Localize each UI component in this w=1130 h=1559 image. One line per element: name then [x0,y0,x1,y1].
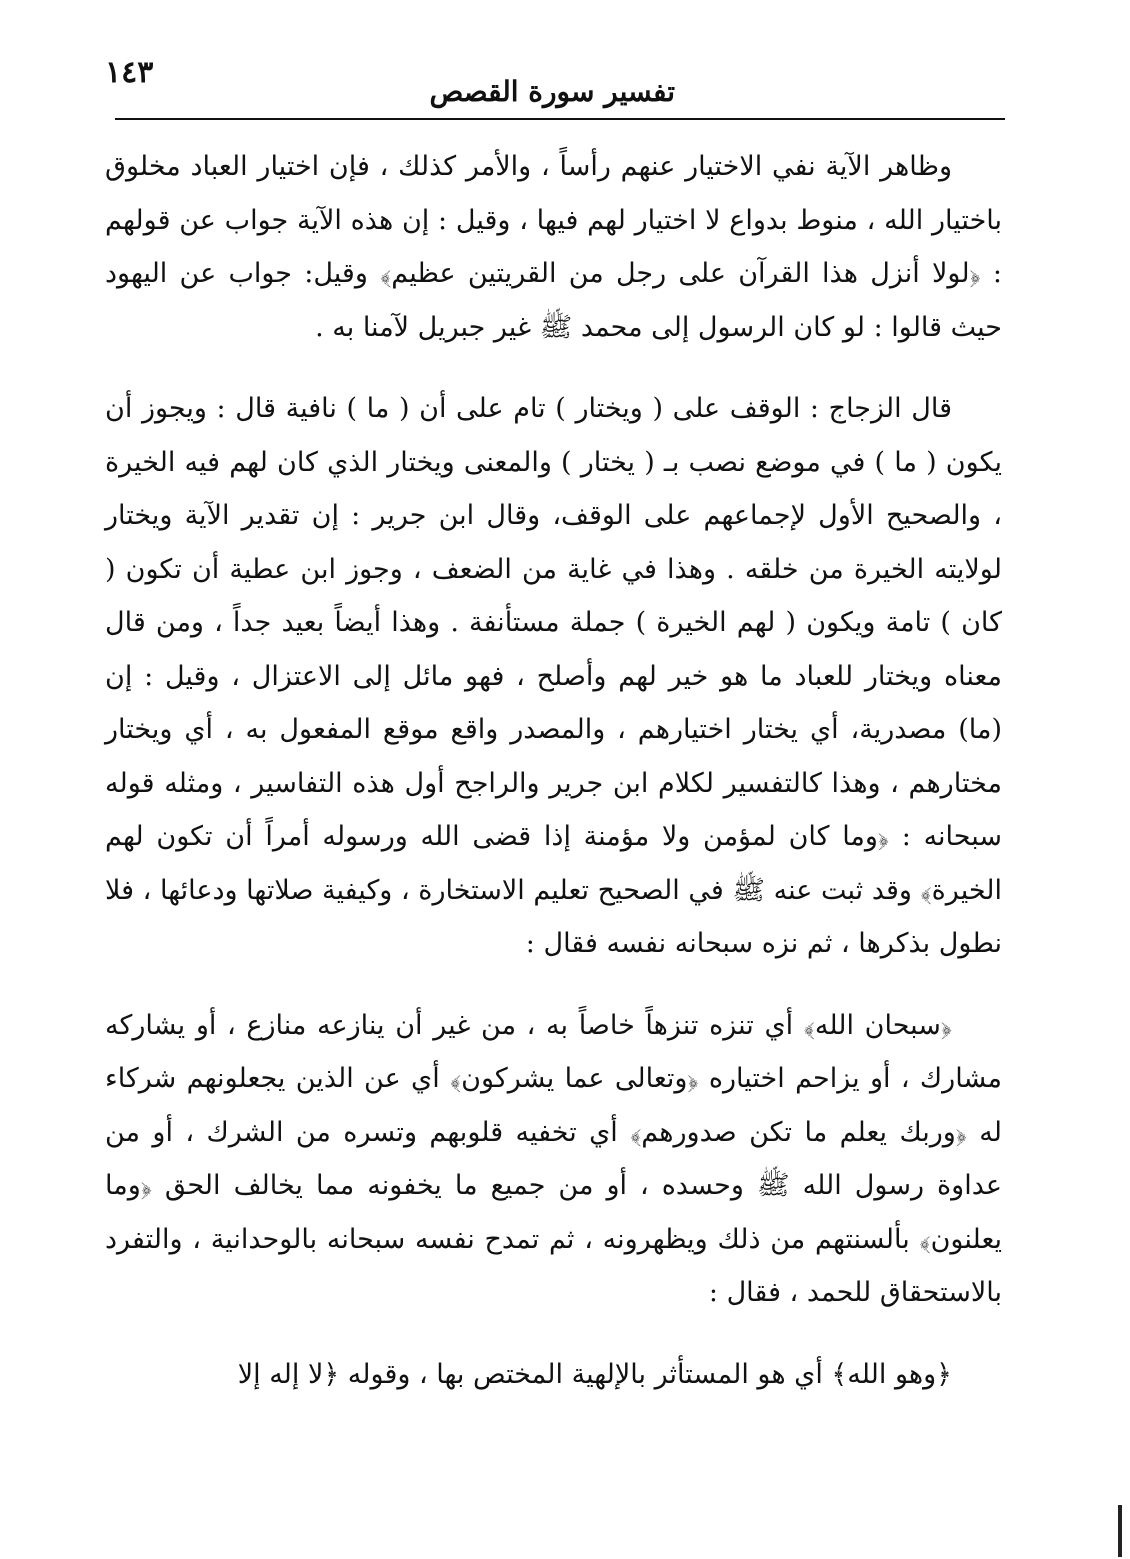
running-head [105,55,1005,115]
chapter-title: تفسير سورة القصص [429,75,675,108]
page-body [105,140,1002,1401]
paragraph-2: قال الزجاج : الوقف على ( ويختار ) تام على أن ( ما ) نافية قال : ويجوز أن يكون ( ما ) في موضع نصب بـ ( يختار ) والمعنى ويختار الذي كان لهم فيه الخيرة ، والصحيح الأول لإجماعهم على الوقف، وقال ابن جرير : إن تقدير الآية ويختار لولايته الخيرة من خلقه . وهذا في غاية من الضعف ، وجوز ابن عطية أن تكون ( كان ) تامة ويكون ( لهم الخيرة ) جملة مستأنفة . وهذا أيضاً بعيد جداً ، ومن قال معناه ويختار للعباد ما هو خير لهم وأصلح ، فهو مائل إلى الاعتزال ، وقيل : إن (ما) مصدرية، أي يختار اختيارهم ، والمصدر واقع موقع المفعول به ، أي ويختار مختارهم ، وهذا كالتفسير لكلام ابن جرير والراجح أول هذه التفاسير ، ومثله قوله سبحانه : ﴿وما كان لمؤمن ولا مؤمنة إذا قضى الله ورسوله أمراً أن تكون لهم الخيرة﴾ وقد ثبت عنه ﷺ في الصحيح تعليم الاستخارة ، وكيفية صلاتها ودعائها ، فلا نطول بذكرها ، ثم نزه سبحانه نفسه فقال : [105,393,1002,959]
page-number: ١٤٣ [105,55,154,90]
scan-edge-mark [1118,1505,1122,1557]
paragraph-4: ﴿وهو الله﴾ أي هو المستأثر بالإلهية المختص بها ، وقوله ﴿لا إله إلا [237,1358,952,1390]
paragraph-3: ﴿سبحان الله﴾ أي تنزه تنزهاً خاصاً به ، من غير أن ينازعه منازع ، أو يشاركه مشارك ، أو يزاحم اختياره ﴿وتعالى عما يشركون﴾ أي عن الذين يجعلونهم شركاء له ﴿وربك يعلم ما تكن صدورهم﴾ أي تخفيه قلوبهم وتسره من الشرك ، أو من عداوة رسول الله ﷺ وحسده ، أو من جميع ما يخفونه مما يخالف الحق ﴿وما يعلنون﴾ بألسنتهم من ذلك ويظهرونه ، ثم تمدح نفسه سبحانه بالوحدانية ، والتفرد بالاستحقاق للحمد ، فقال : [105,1009,1002,1308]
paragraph-1: وظاهر الآية نفي الاختيار عنهم رأساً ، والأمر كذلك ، فإن اختيار العباد مخلوق باختيار الله ، منوط بدواع لا اختيار لهم فيها ، وقيل : إن هذه الآية جواب عن قولهم : ﴿لولا أنزل هذا القرآن على رجل من القريتين عظيم﴾ وقيل: جواب عن اليهود حيث قالوا : لو كان الرسول إلى محمد ﷺ غير جبريل لآمنا به . [105,151,1002,343]
header-divider [115,118,1005,120]
